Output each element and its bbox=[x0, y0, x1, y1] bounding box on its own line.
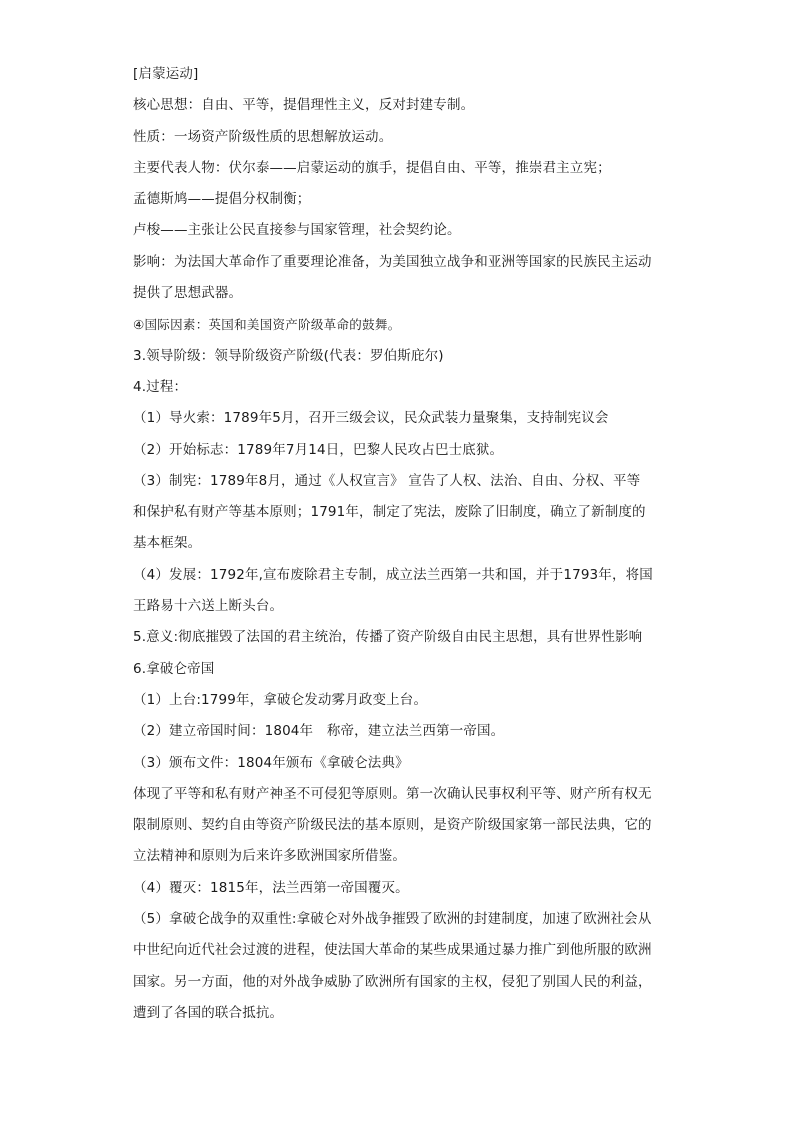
text-line: 5.意义:彻底摧毁了法国的君主统治，传播了资产阶级自由民主思想，具有世界性影响 bbox=[133, 629, 643, 646]
text-line: 提供了思想武器。 bbox=[133, 285, 243, 302]
text-line: 孟德斯鸠——提倡分权制衡； bbox=[133, 191, 311, 208]
document-page bbox=[133, 64, 663, 1034]
text-line: （3）制宪：1789年8月，通过《人权宣言》 宣告了人权、法治、自由、分权、平等 bbox=[133, 472, 641, 489]
text-line: 限制原则、契约自由等资产阶级民法的基本原则，是资产阶级国家第一部民法典，它的 bbox=[133, 817, 652, 834]
text-line: 基本框架。 bbox=[133, 535, 202, 552]
text-line: （3）颁布文件：1804年颁布《拿破仑法典》 bbox=[133, 754, 409, 771]
text-line: 卢梭——主张让公民直接参与国家管理，社会契约论。 bbox=[133, 222, 461, 239]
text-line: 体现了平等和私有财产神圣不可侵犯等原则。第一次确认民事权利平等、财产所有权无 bbox=[133, 785, 652, 802]
text-line: 影响：为法国大革命作了重要理论准备，为美国独立战争和亚洲等国家的民族民主运动 bbox=[133, 253, 652, 270]
text-line: 6.拿破仑帝国 bbox=[133, 660, 215, 677]
text-line: 主要代表人物：伏尔泰——启蒙运动的旗手，提倡自由、平等，推崇君主立宪； bbox=[133, 159, 611, 176]
text-line: （1）导火索：1789年5月，召开三级会议，民众武装力量聚集，支持制宪议会 bbox=[133, 410, 609, 427]
text-line: 立法精神和原则为后来许多欧洲国家所借鉴。 bbox=[133, 848, 406, 865]
text-line: ④国际因素：英国和美国资产阶级革命的鼓舞。 bbox=[133, 317, 401, 333]
text-line: （2）开始标志：1789年7月14日，巴黎人民攻占巴士底狱。 bbox=[133, 441, 504, 458]
text-line: （1）上台:1799年，拿破仑发动雾月政变上台。 bbox=[133, 691, 428, 708]
text-line: （4）覆灭：1815年，法兰西第一帝国覆灭。 bbox=[133, 879, 409, 896]
text-line: 3.领导阶级：领导阶级资产阶级(代表：罗伯斯庇尔) bbox=[133, 347, 444, 364]
text-line: 性质：一场资产阶级性质的思想解放运动。 bbox=[133, 128, 393, 145]
text-line: 核心思想：自由、平等，提倡理性主义，反对封建专制。 bbox=[133, 97, 475, 114]
section-heading: [启蒙运动] bbox=[133, 66, 199, 82]
text-line: 王路易十六送上断头台。 bbox=[133, 598, 284, 615]
text-line: 和保护私有财产等基本原则；1791年，制定了宪法，废除了旧制度，确立了新制度的 bbox=[133, 504, 646, 521]
text-line: 中世纪向近代社会过渡的进程，使法国大革命的某些成果通过暴力推广到他所服的欧洲 bbox=[133, 942, 652, 959]
text-line: 国家。另一方面，他的对外战争威胁了欧洲所有国家的主权，侵犯了别国人民的利益， bbox=[133, 973, 652, 990]
text-line: （5）拿破仑战争的双重性:拿破仑对外战争摧毁了欧洲的封建制度，加速了欧洲社会从 bbox=[133, 911, 652, 928]
text-line: （2）建立帝国时间：1804年 称帝，建立法兰西第一帝国。 bbox=[133, 723, 505, 740]
text-line: （4）发展：1792年,宣布废除君主专制，成立法兰西第一共和国，并于1793年，将国 bbox=[133, 566, 653, 583]
text-line: 遭到了各国的联合抵抗。 bbox=[133, 1004, 284, 1021]
text-line: 4.过程： bbox=[133, 378, 188, 395]
